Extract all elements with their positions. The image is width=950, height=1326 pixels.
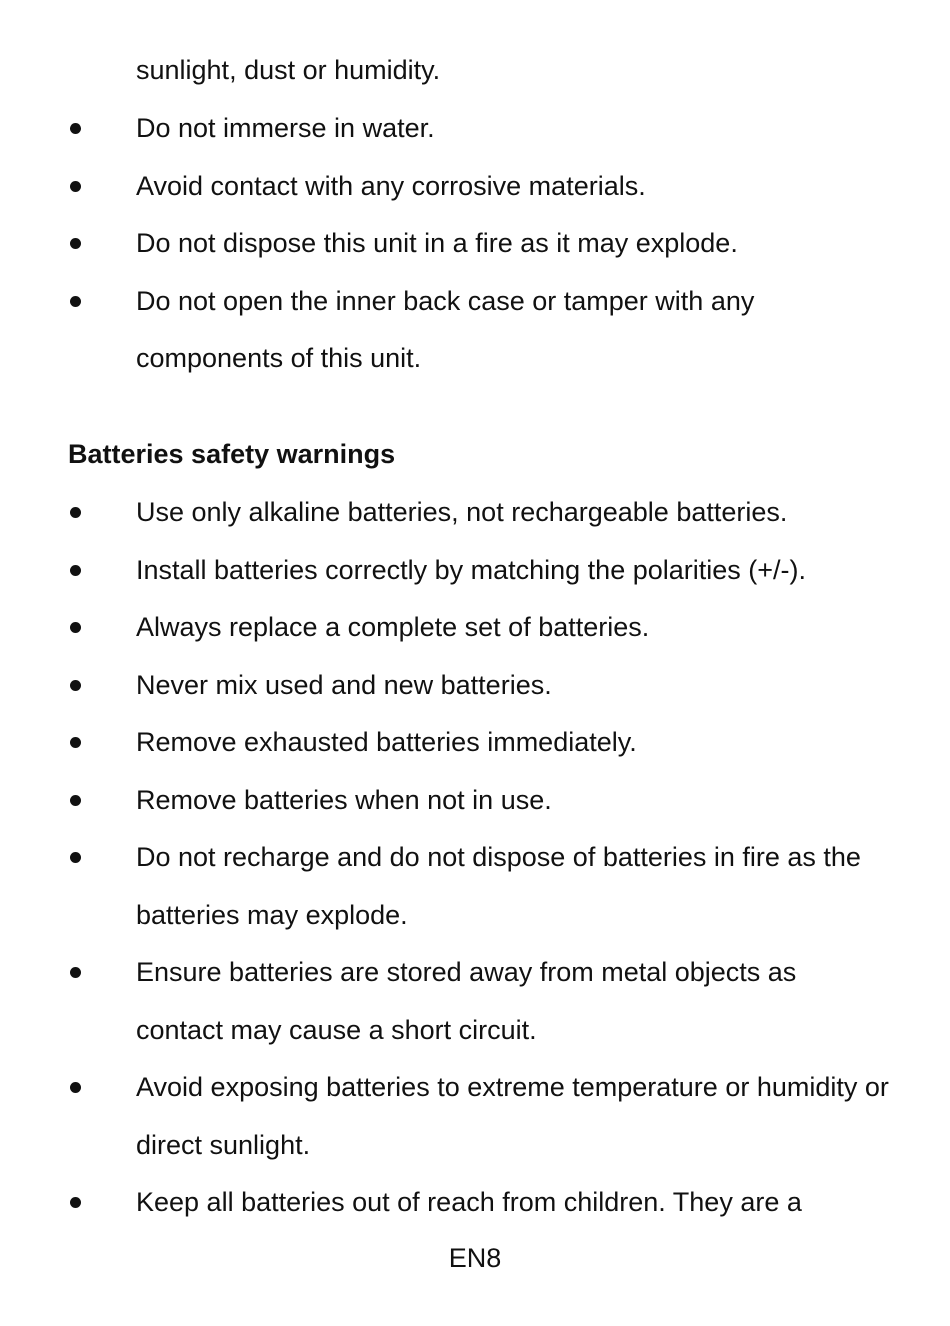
list-item: Use only alkaline batteries, not rechargeable batteries. — [0, 484, 950, 542]
list-item: Do not recharge and do not dispose of batteries in fire as the batteries may explode. — [0, 829, 950, 944]
list-item: Remove exhausted batteries immediately. — [0, 714, 950, 772]
list-item: Keep all batteries out of reach from children. They are a — [0, 1174, 950, 1232]
list-item: Avoid exposing batteries to extreme temperature or humidity or direct sunlight. — [0, 1059, 950, 1174]
list-item: Do not open the inner back case or tamper with any components of this unit. — [0, 273, 950, 388]
list-item: Always replace a complete set of batteries. — [0, 599, 950, 657]
section-heading: Batteries safety warnings — [68, 439, 396, 469]
list-item: Avoid contact with any corrosive materials. — [0, 158, 950, 216]
list-item: Ensure batteries are stored away from metal objects as contact may cause a short circuit. — [0, 944, 950, 1059]
continued-text: sunlight, dust or humidity. — [136, 55, 441, 85]
list-item: Remove batteries when not in use. — [0, 772, 950, 830]
list-item: Install batteries correctly by matching the polarities (+/-). — [0, 542, 950, 600]
list-item: Do not dispose this unit in a fire as it may explode. — [0, 215, 950, 273]
list-item: Do not immerse in water. — [0, 100, 950, 158]
battery-warnings-list — [0, 484, 950, 1232]
page-number: EN8 — [448, 1243, 502, 1273]
general-warnings-list — [0, 100, 950, 388]
list-item: Never mix used and new batteries. — [0, 657, 950, 715]
